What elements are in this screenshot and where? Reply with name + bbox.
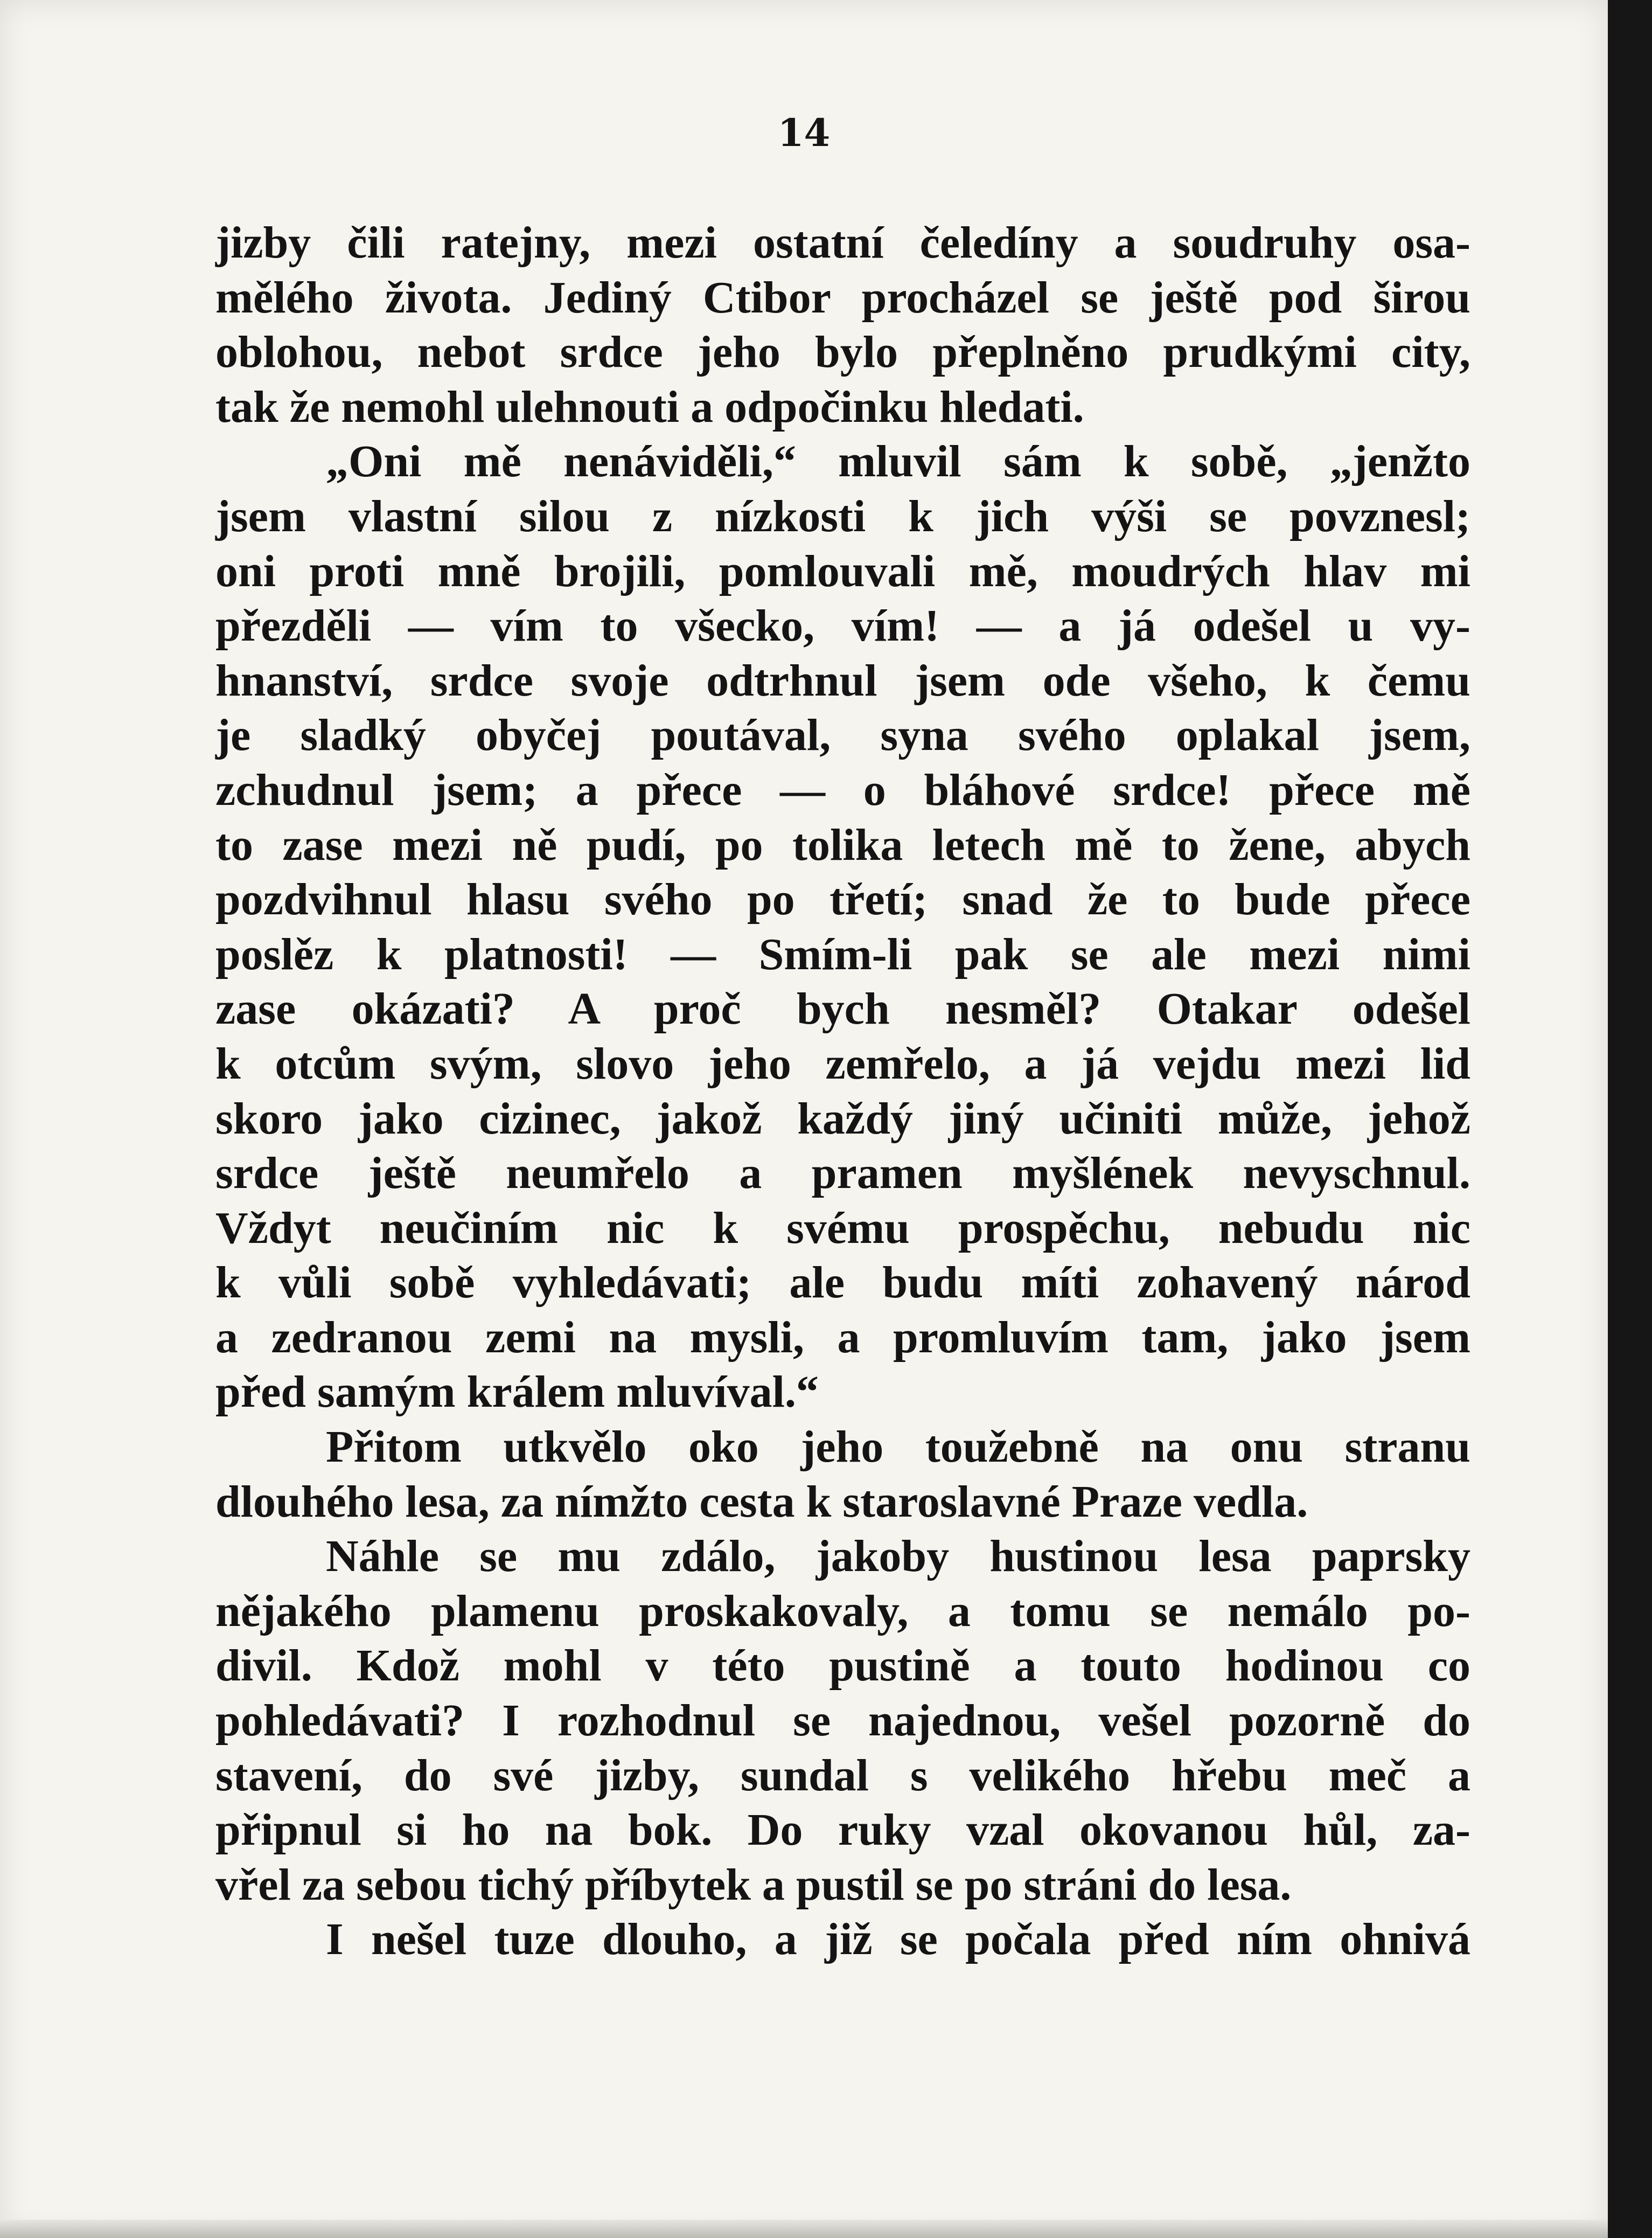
text-line: I nešel tuze dlouho, a již se počala před ním ohnivá (326, 1914, 1470, 1965)
text-line: vřel za sebou tichý příbytek a pustil se po stráni do lesa. (215, 1859, 1292, 1910)
text-line: k otcům svým, slovo jeho zemřelo, a já vejdu mezi lid (215, 1038, 1470, 1089)
text-line: to zase mezi ně pudí, po tolika letech mě to žene, abych (215, 819, 1470, 870)
text-line: zase okázati? A proč bych nesměl? Otakar odešel (215, 984, 1470, 1034)
text-line: mělého života. Jediný Ctibor procházel se ještě pod širou (215, 272, 1470, 323)
text-line: pohledávati? I rozhodnul se najednou, vešel pozorně do (215, 1695, 1470, 1746)
text-line: Náhle se mu zdálo, jakoby hustinou lesa paprsky (326, 1531, 1470, 1582)
text-line: přezděli — vím to všecko, vím! — a já odešel u vy- (215, 601, 1470, 651)
text-line: skoro jako cizinec, jakož každý jiný učiniti může, jehož (215, 1093, 1470, 1144)
body-text (215, 216, 1470, 1967)
text-line: stavení, do své jizby, sundal s velikého hřebu meč a (215, 1750, 1470, 1801)
text-line: pozdvihnul hlasu svého po třetí; snad že to bude přece (215, 874, 1470, 925)
text-line: poslěz k platnosti! — Smím-li pak se ale mezi nimi (215, 929, 1470, 979)
text-line: Přitom utkvělo oko jeho toužebně na onu stranu (326, 1422, 1470, 1472)
text-line: dlouhého lesa, za nímžto cesta k staroslavné Praze vedla. (215, 1476, 1308, 1527)
text-line: „Oni mě nenáviděli,“ mluvil sám k sobě, „jenžto (326, 436, 1470, 487)
text-line: před samým králem mluvíval.“ (215, 1367, 819, 1417)
text-line: nějakého plamenu proskakovaly, a tomu se nemálo po- (215, 1586, 1470, 1636)
text-line: zchudnul jsem; a přece — o bláhové srdce! přece mě (215, 764, 1470, 815)
text-line: hnanství, srdce svoje odtrhnul jsem ode všeho, k čemu (215, 655, 1470, 706)
text-line: jsem vlastní silou z nízkosti k jich výši se povznesl; (215, 491, 1470, 541)
text-line: jizby čili ratejny, mezi ostatní čeledíny a soudruhy osa- (215, 218, 1470, 268)
text-line: Vždyt neučiním nic k svému prospěchu, nebudu nic (215, 1203, 1470, 1253)
text-line: srdce ještě neumřelo a pramen myšlének nevyschnul. (215, 1148, 1470, 1199)
text-line: a zedranou zemi na mysli, a promluvím tam, jako jsem (215, 1312, 1470, 1363)
page-bottom-edge (0, 2220, 1608, 2238)
scan-border (1608, 0, 1652, 2238)
text-line: tak že nemohl ulehnouti a odpočinku hledati. (215, 381, 1084, 432)
text-line: k vůli sobě vyhledávati; ale budu míti zohavený národ (215, 1257, 1470, 1308)
text-line: oblohou, nebot srdce jeho bylo přeplněno prudkými city, (215, 327, 1470, 378)
text-line: je sladký obyčej poutával, syna svého oplakal jsem, (215, 710, 1470, 761)
page-number: 14 (777, 110, 831, 155)
text-line: oni proti mně brojili, pomlouvali mě, moudrých hlav mi (215, 546, 1470, 596)
text-line: divil. Kdož mohl v této pustině a touto hodinou co (215, 1641, 1470, 1691)
text-line: připnul si ho na bok. Do ruky vzal okovanou hůl, za- (215, 1805, 1470, 1855)
